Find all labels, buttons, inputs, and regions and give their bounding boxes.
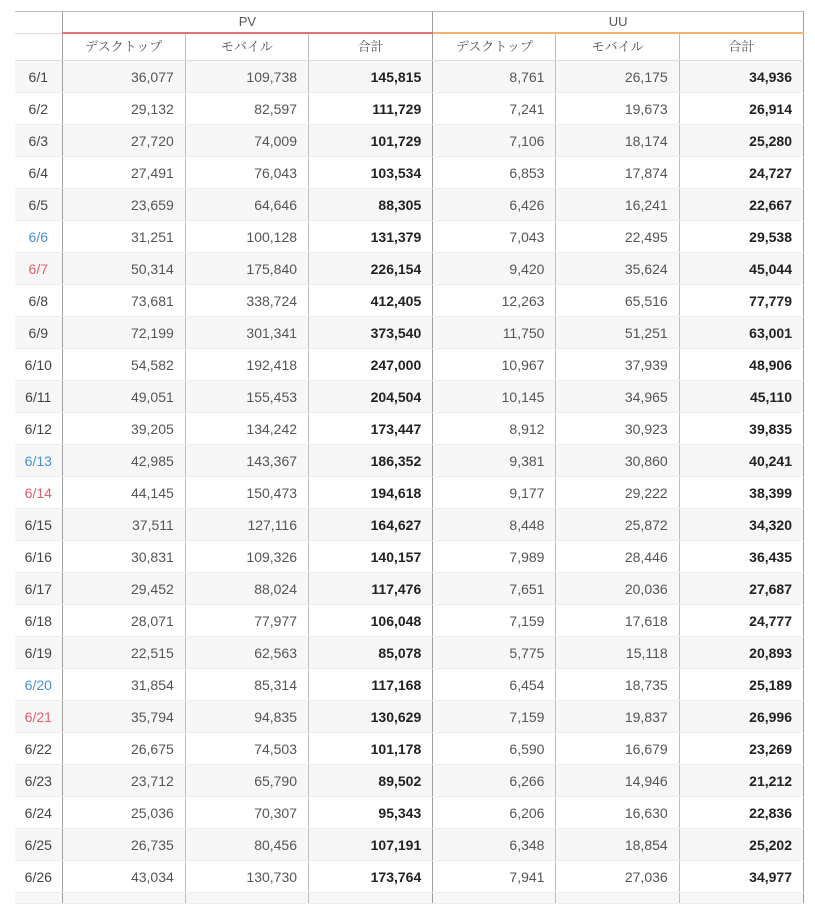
date-cell: 6/10 [15, 349, 62, 381]
pv-total-cell: 131,379 [309, 221, 433, 253]
uu-desktop-cell: 9,420 [433, 253, 556, 285]
pv-mobile-cell: 192,418 [185, 349, 308, 381]
uu-mobile-cell: 27,036 [556, 861, 679, 893]
date-cell: 6/26 [15, 861, 62, 893]
uu-total-cell: 25,202 [679, 829, 803, 861]
uu-total-cell: 45,044 [679, 253, 803, 285]
uu-mobile-cell: 22,495 [556, 221, 679, 253]
date-cell: 6/6 [15, 221, 62, 253]
date-cell: 6/14 [15, 477, 62, 509]
uu-desktop-cell: 6,348 [433, 829, 556, 861]
date-cell: 6/17 [15, 573, 62, 605]
table-row [15, 797, 804, 829]
uu-desktop-cell: 8,448 [433, 509, 556, 541]
uu-mobile-cell: 18,174 [556, 125, 679, 157]
pv-desktop-cell: 39,205 [62, 413, 185, 445]
pv-mobile-cell: 175,840 [185, 253, 308, 285]
table-row [15, 349, 804, 381]
uu-desktop-cell: 5,775 [433, 637, 556, 669]
pv-total-cell: 107,191 [309, 829, 433, 861]
pv-total-cell: 173,447 [309, 413, 433, 445]
sub-header-row [15, 33, 804, 61]
pv-desktop-cell: 49,051 [62, 381, 185, 413]
table-row [15, 669, 804, 701]
pv-total-cell: 173,764 [309, 861, 433, 893]
uu-desktop-cell: 7,651 [433, 573, 556, 605]
table-row [15, 93, 804, 125]
uu-desktop-cell: 7,159 [433, 701, 556, 733]
uu-total-cell: 77,779 [679, 285, 803, 317]
date-cell: 6/25 [15, 829, 62, 861]
pv-mobile-cell: 109,738 [185, 61, 308, 93]
pv-mobile-cell: 74,503 [185, 733, 308, 765]
uu-total-cell: 27,687 [679, 573, 803, 605]
pv-desktop-cell: 44,145 [62, 477, 185, 509]
table-row [15, 829, 804, 861]
table-row [15, 445, 804, 477]
pv-desktop-cell: 26,675 [62, 733, 185, 765]
pv-total-cell: 85,078 [309, 637, 433, 669]
table-row [15, 541, 804, 573]
pv-desktop-cell: 26,735 [62, 829, 185, 861]
uu-mobile-cell: 15,118 [556, 637, 679, 669]
uu-total-header: 合計 [679, 33, 803, 61]
pv-desktop-cell: 31,854 [62, 669, 185, 701]
date-column-header [15, 33, 62, 61]
uu-desktop-cell: 7,043 [433, 221, 556, 253]
pv-desktop-cell: 72,199 [62, 317, 185, 349]
pv-mobile-cell: 77,977 [185, 605, 308, 637]
date-cell: 6/13 [15, 445, 62, 477]
uu-total-cell: 25,189 [679, 669, 803, 701]
pv-desktop-cell: 27,491 [62, 157, 185, 189]
uu-total-cell: 22,667 [679, 189, 803, 221]
empty-cell [556, 893, 679, 904]
uu-mobile-cell: 25,872 [556, 509, 679, 541]
uu-mobile-cell: 17,618 [556, 605, 679, 637]
date-cell: 6/21 [15, 701, 62, 733]
pv-desktop-cell: 25,036 [62, 797, 185, 829]
pv-total-cell: 89,502 [309, 765, 433, 797]
pv-total-cell: 194,618 [309, 477, 433, 509]
pv-mobile-cell: 301,341 [185, 317, 308, 349]
table-row [15, 765, 804, 797]
table-row [15, 605, 804, 637]
uu-mobile-cell: 16,679 [556, 733, 679, 765]
empty-cell [185, 893, 308, 904]
uu-mobile-cell: 65,516 [556, 285, 679, 317]
pv-mobile-cell: 155,453 [185, 381, 308, 413]
uu-total-cell: 34,320 [679, 509, 803, 541]
uu-total-cell: 25,280 [679, 125, 803, 157]
uu-mobile-cell: 16,630 [556, 797, 679, 829]
date-cell: 6/1 [15, 61, 62, 93]
pv-mobile-cell: 150,473 [185, 477, 308, 509]
corner-cell [15, 12, 62, 34]
date-cell: 6/15 [15, 509, 62, 541]
uu-total-cell: 39,835 [679, 413, 803, 445]
uu-total-cell: 26,914 [679, 93, 803, 125]
uu-mobile-cell: 17,874 [556, 157, 679, 189]
uu-mobile-cell: 34,965 [556, 381, 679, 413]
date-cell: 6/5 [15, 189, 62, 221]
pv-mobile-cell: 100,128 [185, 221, 308, 253]
uu-mobile-cell: 19,673 [556, 93, 679, 125]
uu-desktop-cell: 6,454 [433, 669, 556, 701]
pv-mobile-cell: 127,116 [185, 509, 308, 541]
table-row [15, 317, 804, 349]
table-row [15, 61, 804, 93]
uu-desktop-header: デスクトップ [433, 33, 556, 61]
pv-desktop-cell: 35,794 [62, 701, 185, 733]
pv-mobile-cell: 64,646 [185, 189, 308, 221]
uu-mobile-cell: 26,175 [556, 61, 679, 93]
pv-desktop-cell: 37,511 [62, 509, 185, 541]
pv-total-cell: 226,154 [309, 253, 433, 285]
pv-total-cell: 164,627 [309, 509, 433, 541]
empty-cell [15, 893, 62, 904]
table-row [15, 637, 804, 669]
stats-table-container [15, 11, 804, 904]
group-header-uu: UU [433, 12, 804, 34]
table-row [15, 285, 804, 317]
uu-total-cell: 24,727 [679, 157, 803, 189]
pv-desktop-cell: 36,077 [62, 61, 185, 93]
table-row [15, 477, 804, 509]
pv-desktop-cell: 28,071 [62, 605, 185, 637]
pv-total-cell: 117,476 [309, 573, 433, 605]
table-row [15, 413, 804, 445]
pv-desktop-cell: 42,985 [62, 445, 185, 477]
uu-mobile-cell: 30,923 [556, 413, 679, 445]
empty-cell [309, 893, 433, 904]
table-row [15, 381, 804, 413]
pv-mobile-cell: 143,367 [185, 445, 308, 477]
uu-desktop-cell: 9,177 [433, 477, 556, 509]
pv-mobile-cell: 338,724 [185, 285, 308, 317]
uu-total-cell: 24,777 [679, 605, 803, 637]
pv-mobile-cell: 130,730 [185, 861, 308, 893]
table-row [15, 509, 804, 541]
uu-total-cell: 48,906 [679, 349, 803, 381]
pv-mobile-cell: 134,242 [185, 413, 308, 445]
pv-total-cell: 412,405 [309, 285, 433, 317]
uu-total-cell: 22,836 [679, 797, 803, 829]
date-cell: 6/3 [15, 125, 62, 157]
table-header [15, 12, 804, 61]
pv-desktop-header: デスクトップ [62, 33, 185, 61]
uu-mobile-cell: 35,624 [556, 253, 679, 285]
pv-desktop-cell: 27,720 [62, 125, 185, 157]
uu-desktop-cell: 11,750 [433, 317, 556, 349]
date-cell: 6/22 [15, 733, 62, 765]
table-row [15, 189, 804, 221]
date-cell: 6/11 [15, 381, 62, 413]
table-body [15, 61, 804, 904]
table-row [15, 221, 804, 253]
uu-desktop-cell: 6,206 [433, 797, 556, 829]
pv-total-cell: 88,305 [309, 189, 433, 221]
pv-total-cell: 95,343 [309, 797, 433, 829]
uu-total-cell: 26,996 [679, 701, 803, 733]
pv-total-cell: 117,168 [309, 669, 433, 701]
uu-total-cell: 23,269 [679, 733, 803, 765]
uu-total-cell: 29,538 [679, 221, 803, 253]
pv-desktop-cell: 22,515 [62, 637, 185, 669]
uu-desktop-cell: 6,590 [433, 733, 556, 765]
pv-total-cell: 204,504 [309, 381, 433, 413]
uu-desktop-cell: 6,266 [433, 765, 556, 797]
uu-mobile-cell: 18,735 [556, 669, 679, 701]
pv-total-header: 合計 [309, 33, 433, 61]
uu-total-cell: 45,110 [679, 381, 803, 413]
uu-desktop-cell: 7,159 [433, 605, 556, 637]
pv-mobile-cell: 88,024 [185, 573, 308, 605]
uu-desktop-cell: 10,967 [433, 349, 556, 381]
pv-mobile-cell: 94,835 [185, 701, 308, 733]
pv-desktop-cell: 30,831 [62, 541, 185, 573]
pv-total-cell: 247,000 [309, 349, 433, 381]
date-cell: 6/16 [15, 541, 62, 573]
pv-mobile-cell: 76,043 [185, 157, 308, 189]
date-cell: 6/8 [15, 285, 62, 317]
pv-total-cell: 103,534 [309, 157, 433, 189]
date-cell: 6/20 [15, 669, 62, 701]
table-row-partial [15, 893, 804, 904]
pv-mobile-cell: 109,326 [185, 541, 308, 573]
uu-total-cell: 21,212 [679, 765, 803, 797]
uu-mobile-cell: 37,939 [556, 349, 679, 381]
date-cell: 6/18 [15, 605, 62, 637]
date-cell: 6/2 [15, 93, 62, 125]
uu-desktop-cell: 6,853 [433, 157, 556, 189]
pv-mobile-cell: 65,790 [185, 765, 308, 797]
table-row [15, 157, 804, 189]
pv-mobile-header: モバイル [185, 33, 308, 61]
pv-total-cell: 106,048 [309, 605, 433, 637]
pv-mobile-cell: 80,456 [185, 829, 308, 861]
uu-mobile-cell: 19,837 [556, 701, 679, 733]
pv-mobile-cell: 82,597 [185, 93, 308, 125]
date-cell: 6/7 [15, 253, 62, 285]
empty-cell [62, 893, 185, 904]
date-cell: 6/24 [15, 797, 62, 829]
table-row [15, 253, 804, 285]
pv-total-cell: 101,729 [309, 125, 433, 157]
uu-total-cell: 40,241 [679, 445, 803, 477]
pv-desktop-cell: 54,582 [62, 349, 185, 381]
table-row [15, 733, 804, 765]
pv-total-cell: 101,178 [309, 733, 433, 765]
pv-desktop-cell: 29,132 [62, 93, 185, 125]
date-cell: 6/19 [15, 637, 62, 669]
pv-desktop-cell: 23,659 [62, 189, 185, 221]
table-row [15, 701, 804, 733]
uu-desktop-cell: 7,941 [433, 861, 556, 893]
group-header-pv: PV [62, 12, 433, 34]
uu-total-cell: 38,399 [679, 477, 803, 509]
uu-mobile-cell: 29,222 [556, 477, 679, 509]
uu-total-cell: 63,001 [679, 317, 803, 349]
empty-cell [679, 893, 803, 904]
group-header-row [15, 12, 804, 34]
table-row [15, 861, 804, 893]
uu-desktop-cell: 8,912 [433, 413, 556, 445]
table-row [15, 573, 804, 605]
uu-mobile-cell: 20,036 [556, 573, 679, 605]
uu-desktop-cell: 6,426 [433, 189, 556, 221]
uu-desktop-cell: 7,106 [433, 125, 556, 157]
uu-desktop-cell: 8,761 [433, 61, 556, 93]
pv-desktop-cell: 31,251 [62, 221, 185, 253]
pv-total-cell: 130,629 [309, 701, 433, 733]
pv-desktop-cell: 73,681 [62, 285, 185, 317]
pv-total-cell: 145,815 [309, 61, 433, 93]
uu-mobile-cell: 18,854 [556, 829, 679, 861]
pv-mobile-cell: 70,307 [185, 797, 308, 829]
uu-total-cell: 36,435 [679, 541, 803, 573]
daily-pv-uu-table [15, 11, 804, 904]
uu-total-cell: 34,977 [679, 861, 803, 893]
date-cell: 6/12 [15, 413, 62, 445]
date-cell: 6/9 [15, 317, 62, 349]
table-row [15, 125, 804, 157]
empty-cell [433, 893, 556, 904]
uu-mobile-cell: 28,446 [556, 541, 679, 573]
uu-desktop-cell: 7,989 [433, 541, 556, 573]
uu-mobile-cell: 16,241 [556, 189, 679, 221]
pv-desktop-cell: 43,034 [62, 861, 185, 893]
uu-total-cell: 34,936 [679, 61, 803, 93]
pv-total-cell: 373,540 [309, 317, 433, 349]
date-cell: 6/4 [15, 157, 62, 189]
pv-mobile-cell: 85,314 [185, 669, 308, 701]
pv-desktop-cell: 50,314 [62, 253, 185, 285]
uu-desktop-cell: 12,263 [433, 285, 556, 317]
pv-desktop-cell: 29,452 [62, 573, 185, 605]
pv-desktop-cell: 23,712 [62, 765, 185, 797]
date-cell: 6/23 [15, 765, 62, 797]
pv-mobile-cell: 62,563 [185, 637, 308, 669]
uu-desktop-cell: 7,241 [433, 93, 556, 125]
uu-mobile-cell: 30,860 [556, 445, 679, 477]
uu-desktop-cell: 10,145 [433, 381, 556, 413]
uu-total-cell: 20,893 [679, 637, 803, 669]
pv-total-cell: 111,729 [309, 93, 433, 125]
uu-mobile-header: モバイル [556, 33, 679, 61]
uu-desktop-cell: 9,381 [433, 445, 556, 477]
uu-mobile-cell: 51,251 [556, 317, 679, 349]
pv-total-cell: 186,352 [309, 445, 433, 477]
pv-mobile-cell: 74,009 [185, 125, 308, 157]
pv-total-cell: 140,157 [309, 541, 433, 573]
uu-mobile-cell: 14,946 [556, 765, 679, 797]
